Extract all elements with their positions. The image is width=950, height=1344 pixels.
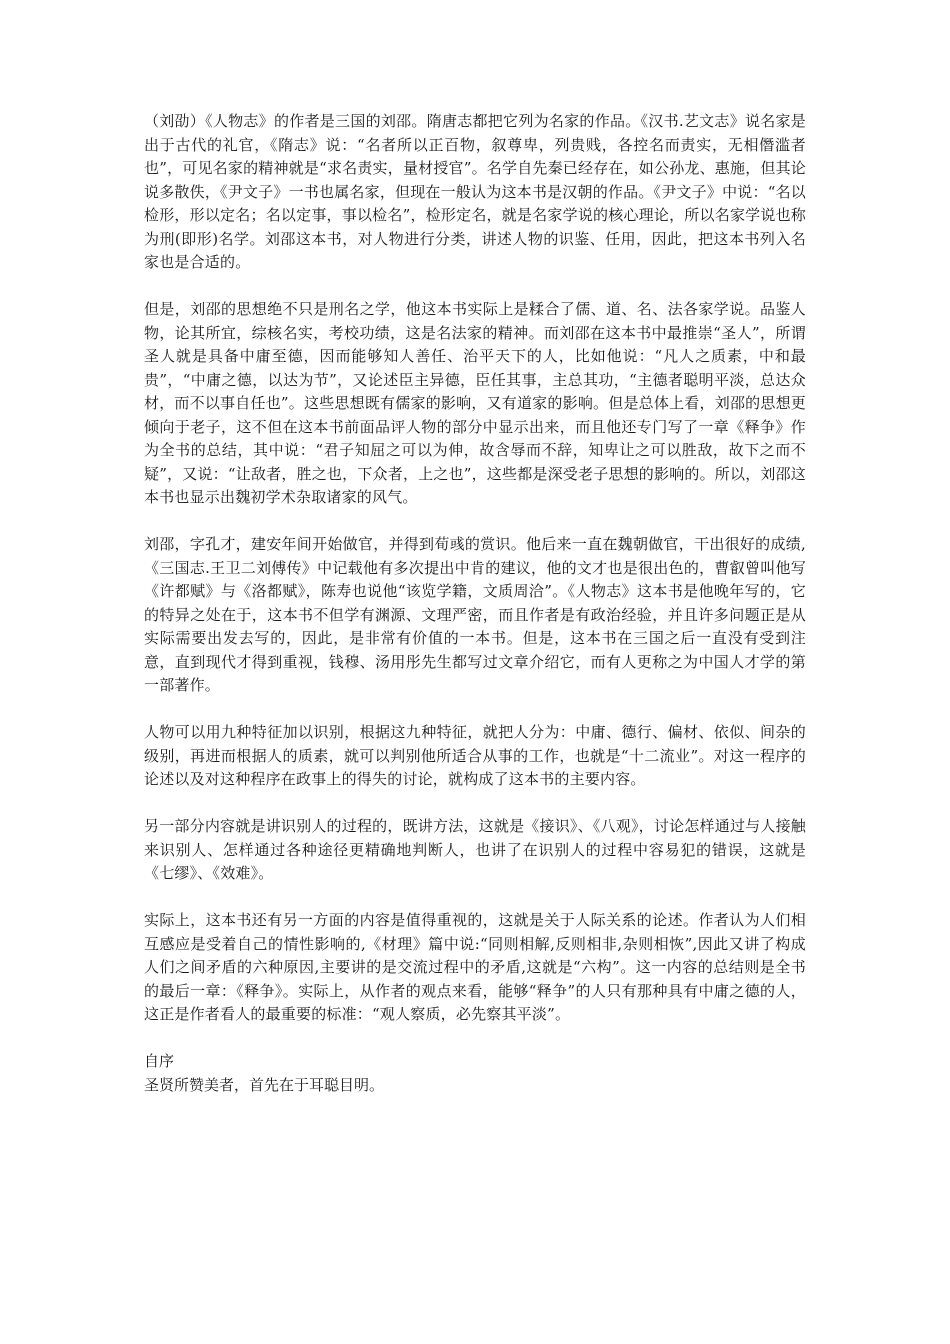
paragraph-2: 但是，刘邵的思想绝不只是刑名之学，他这本书实际上是糅合了儒、道、名、法各家学说。品鉴人物，论其所宜，综核名实，考校功绩，这是名法家的精神。而刘邵在这本书中最推崇“圣人”，所谓圣人就是具备中庸至德，因而能够知人善任、治平天下的人，比如他说：“凡人之质素，中和最贵”，“中庸之德，以达为节”，又论述臣主异德，臣任其事，主总其功，“主德者聪明平淡，总达众材，而不以事自任也”。这些思想既有儒家的影响，又有道家的影响。但是总体上看，刘邵的思想更倾向于老子，这不但在这本书前面品评人物的部分中显示出来，而且他还专门写了一章《释争》作为全书的总结，其中说：“君子知屈之可以为伸，故含辱而不辞，知卑让之可以胜敌，故下之而不疑”，又说：“让敌者，胜之也，下众者，上之也”，这些都是深受老子思想的影响的。所以，刘邵这本书也显示出魏初学术杂取诸家的风气。 <box>144 300 807 506</box>
paragraph-1: （刘劭）《人物志》的作者是三国的刘邵。隋唐志都把它列为名家的作品。《汉书.艺文志》说名家是出于古代的礼官，《隋志》说：“名者所以正百物，叙尊卑，列贵贱，各控名而责实，无相僭滥者也”，可见名家的精神就是“求名责实，量材授官”。名学自先秦已经存在，如公孙龙、惠施，但其论说多散佚，《尹文子》一书也属名家，但现在一般认为这本书是汉朝的作品。《尹文子》中说：“名以检形，形以定名；名以定事，事以检名”，检形定名，就是名家学说的核心理论，所以名家学说也称为刑(即形)名学。刘邵这本书，对人物进行分类，讲述人物的识鉴、任用，因此，把这本书列入名家也是合适的。 <box>144 112 807 271</box>
paragraph-3: 刘邵，字孔才，建安年间开始做官，并得到荀彧的赏识。他后来一直在魏朝做官，干出很好的成绩,《三国志.王卫二刘傅传》中记载他有多次提出中肯的建议，他的文才也是很出色的，曹叡曾叫他写《许都赋》与《洛都赋》，陈寿也说他“该览学籍，文质周洽”。《人物志》这本书是他晚年写的，它的特异之处在于，这本书不但学有渊源、文理严密，而且作者是有政治经验，并且许多问题正是从实际需要出发去写的，因此，是非常有价值的一本书。但是，这本书在三国之后一直没有受到注意，直到现代才得到重视，钱穆、汤用彤先生都写过文章介绍它，而有人更称之为中国人才学的第一部著作。 <box>144 535 806 694</box>
paragraph-6: 实际上，这本书还有另一方面的内容是值得重视的，这就是关于人际关系的论述。作者认为人们相互感应是受着自己的情性影响的,《材理》篇中说:“同则相解,反则相非,杂则相恢”,因此又讲了构成人们之间矛盾的六种原因,主要讲的是交流过程中的矛盾,这就是“六构”。这一内容的总结则是全书的最后一章：《释争》。实际上，从作者的观点来看，能够“释争”的人只有那种具有中庸之德的人，这正是作者看人的最重要的标准：“观人察质，必先察其平淡”。 <box>144 911 806 1023</box>
paragraph-5: 另一部分内容就是讲识别人的过程的，既讲方法，这就是《接识》、《八观》，讨论怎样通过与人接触来识别人、怎样通过各种途径更精确地判断人，也讲了在识别人的过程中容易犯的错误，这就是《七缪》、《效难》。 <box>144 817 806 882</box>
document-page <box>144 110 806 1097</box>
paragraph-4: 人物可以用九种特征加以识别，根据这九种特征，就把人分为：中庸、德行、偏材、依似、间杂的级别，再进而根据人的质素，就可以判别他所适合从事的工作，也就是“十二流业”。对这一程序的论述以及对这种程序在政事上的得失的讨论，就构成了这本书的主要内容。 <box>144 723 806 788</box>
section-heading: 自序 <box>144 1052 175 1070</box>
section-first-line: 圣贤所赞美者，首先在于耳聪目明。 <box>144 1075 385 1094</box>
